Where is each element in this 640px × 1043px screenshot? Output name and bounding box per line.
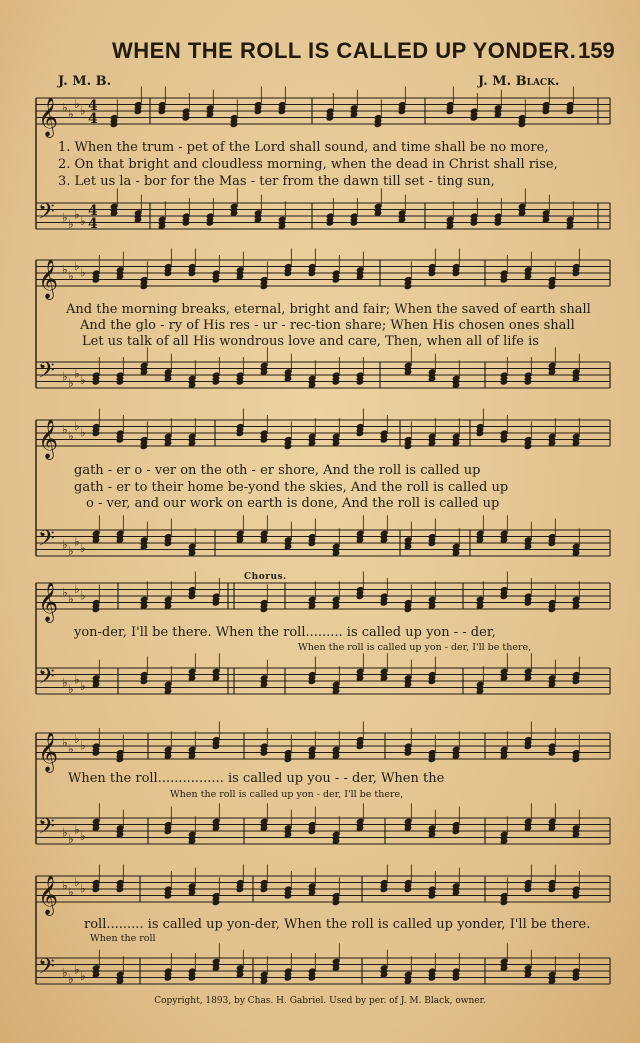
flat-icon: ♭ xyxy=(80,103,86,118)
verse-3-line-3: o - ver, and our work on earth is done, And the roll is called up xyxy=(86,496,500,511)
copyright-notice: Copyright, 1893, by Chas. H. Gabriel. Used by per. of J. M. Black, owner. xyxy=(154,996,486,1006)
flat-icon: ♭ xyxy=(68,682,74,696)
time-signature: 4 xyxy=(88,216,98,232)
flat-icon: ♭ xyxy=(68,741,74,756)
bass-clef-icon: 𝄢 xyxy=(38,814,55,845)
flat-icon: ♭ xyxy=(68,106,74,121)
refrain-bass-line-1: When the roll is called up yon - der, I'll be there, xyxy=(298,642,532,653)
flat-icon: ♭ xyxy=(74,962,80,977)
time-signature: 4 xyxy=(88,203,98,219)
verse-1-line-2: And the morning breaks, eternal, bright and fair; When the saved of earth shall xyxy=(66,302,591,317)
verse-2-line-1: 2. On that bright and cloudless morning, when the dead in Christ shall rise, xyxy=(58,157,558,172)
treble-clef-icon: 𝄞 xyxy=(38,875,59,915)
flat-icon: ♭ xyxy=(74,875,80,889)
flat-icon: ♭ xyxy=(74,207,80,222)
page-number: 159 xyxy=(578,38,615,63)
flat-icon: ♭ xyxy=(74,822,80,837)
flat-icon: ♭ xyxy=(62,735,68,750)
flat-icon: ♭ xyxy=(68,217,74,231)
time-signature: 4 xyxy=(88,98,98,114)
bass-clef-icon: 𝄢 xyxy=(38,526,55,557)
verse-3-line-2: Let us talk of all His wondrous love and care, Then, when all of life is xyxy=(82,334,539,349)
treble-clef-icon: 𝄞 xyxy=(38,97,59,137)
bass-clef-icon: 𝄢 xyxy=(38,954,55,985)
refrain-bass-line-3: When the roll xyxy=(90,933,156,944)
flat-icon: ♭ xyxy=(80,881,86,896)
flat-icon: ♭ xyxy=(74,582,80,596)
flat-icon: ♭ xyxy=(62,100,68,115)
flat-icon: ♭ xyxy=(80,265,86,280)
flat-icon: ♭ xyxy=(68,884,74,899)
lyricist-credit: J. M. B. xyxy=(58,74,112,89)
flat-icon: ♭ xyxy=(74,97,80,111)
flat-icon: ♭ xyxy=(62,585,68,600)
verse-3-line-1: 3. Let us la - bor for the Mas - ter from the dawn till set - ting sun, xyxy=(58,174,495,189)
time-signature: 4 xyxy=(88,111,98,127)
chorus-label: Chorus. xyxy=(244,572,287,582)
refrain-bass-line-2: When the roll is called up yon - der, I'll be there, xyxy=(170,789,404,800)
flat-icon: ♭ xyxy=(80,968,86,983)
refrain-line-1: yon-der, I'll be there. When the roll......... is called up yon - - der, xyxy=(74,625,496,640)
flat-icon: ♭ xyxy=(74,732,80,746)
flat-icon: ♭ xyxy=(62,369,68,384)
flat-icon: ♭ xyxy=(62,825,68,840)
flat-icon: ♭ xyxy=(62,965,68,980)
refrain-line-3: roll......... is called up yon-der, When the roll is called up yonder, I'll be there. xyxy=(84,917,591,932)
flat-icon: ♭ xyxy=(74,419,80,433)
flat-icon: ♭ xyxy=(80,738,86,753)
treble-clef-icon: 𝄞 xyxy=(38,259,59,299)
bass-clef-icon: 𝄢 xyxy=(38,664,55,695)
flat-icon: ♭ xyxy=(74,534,80,549)
flat-icon: ♭ xyxy=(74,366,80,381)
flat-icon: ♭ xyxy=(80,678,86,693)
flat-icon: ♭ xyxy=(68,268,74,283)
verse-2-line-3: gath - er to their home be-yond the skies, And the roll is called up xyxy=(74,480,509,495)
flat-icon: ♭ xyxy=(80,213,86,228)
flat-icon: ♭ xyxy=(62,210,68,225)
flat-icon: ♭ xyxy=(68,544,74,558)
flat-icon: ♭ xyxy=(62,422,68,437)
flat-icon: ♭ xyxy=(68,428,74,443)
hymn-title: WHEN THE ROLL IS CALLED UP YONDER. xyxy=(112,38,577,63)
bass-clef-icon: 𝄢 xyxy=(38,199,55,230)
flat-icon: ♭ xyxy=(68,591,74,606)
flat-icon: ♭ xyxy=(62,675,68,690)
flat-icon: ♭ xyxy=(80,425,86,440)
flat-icon: ♭ xyxy=(62,262,68,277)
treble-clef-icon: 𝄞 xyxy=(38,732,59,772)
flat-icon: ♭ xyxy=(80,588,86,603)
flat-icon: ♭ xyxy=(68,376,74,390)
flat-icon: ♭ xyxy=(62,537,68,552)
flat-icon: ♭ xyxy=(80,372,86,387)
verse-1-line-3: gath - er o - ver on the oth - er shore, And the roll is called up xyxy=(74,463,481,478)
verse-2-line-2: And the glo - ry of His res - ur - rec-tion share; When His chosen ones shall xyxy=(80,318,575,333)
flat-icon: ♭ xyxy=(62,878,68,893)
flat-icon: ♭ xyxy=(68,972,74,986)
flat-icon: ♭ xyxy=(80,828,86,843)
flat-icon: ♭ xyxy=(74,672,80,687)
bass-clef-icon: 𝄢 xyxy=(38,358,55,389)
treble-clef-icon: 𝄞 xyxy=(38,582,59,622)
flat-icon: ♭ xyxy=(80,540,86,555)
treble-clef-icon: 𝄞 xyxy=(38,419,59,459)
composer-credit: J. M. Black. xyxy=(478,74,560,89)
flat-icon: ♭ xyxy=(68,832,74,846)
refrain-line-2: When the roll................ is called up you - - der, When the xyxy=(68,771,445,786)
flat-icon: ♭ xyxy=(74,259,80,273)
verse-1-line-1: 1. When the trum - pet of the Lord shall sound, and time shall be no more, xyxy=(58,140,549,155)
